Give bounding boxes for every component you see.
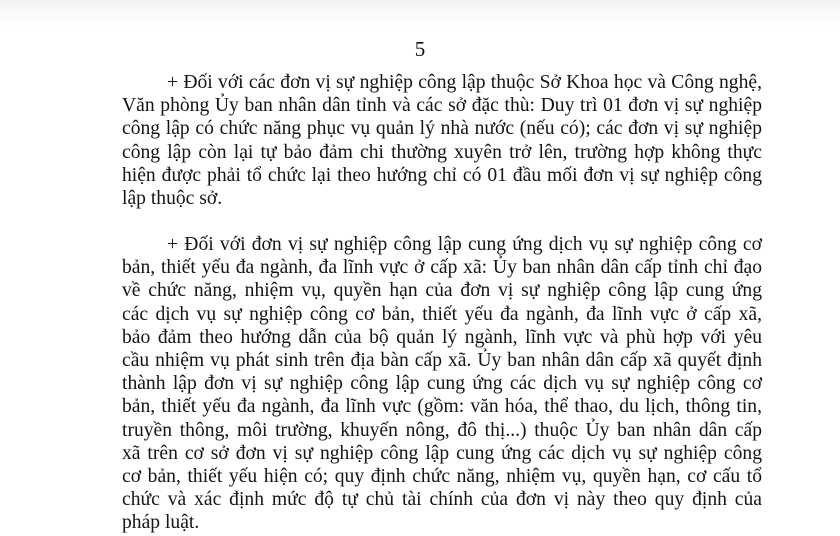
text-line: bản, thiết yếu đa ngành, đa lĩnh vực (gồm: văn hóa, thể thao, du lịch, thông tin, — [122, 396, 762, 418]
text-line: bản, thiết yếu đa ngành, đa lĩnh vực ở cấp xã: Ủy ban nhân dân cấp tỉnh chỉ đạo — [122, 257, 762, 279]
text-line: cầu nhiệm vụ phát sinh trên địa bàn cấp xã. Ủy ban nhân dân cấp xã quyết định — [122, 349, 762, 371]
text-line: công lập có chức năng phục vụ quản lý nhà nước (nếu có); các đơn vị sự nghiệp — [122, 118, 762, 140]
text-line: pháp luật. — [122, 512, 200, 534]
text-line: cơ bản, thiết yếu hiện có; quy định chức năng, nhiệm vụ, quyền hạn, cơ cấu tổ — [122, 465, 762, 487]
text-line: chức và xác định mức độ tự chủ tài chính của đơn vị này theo quy định của — [122, 489, 762, 511]
text-line: thành lập đơn vị sự nghiệp công lập cung ứng các dịch vụ sự nghiệp công cơ — [122, 373, 762, 395]
page-number: 5 — [414, 37, 426, 61]
text-line: truyền thông, môi trường, khuyến nông, đô thị...) thuộc Ủy ban nhân dân cấp — [122, 419, 762, 441]
text-line: các dịch vụ sự nghiệp công cơ bản, thiết yếu đa ngành, đa lĩnh vực ở cấp xã, — [122, 303, 762, 325]
paragraph-2 — [122, 233, 762, 534]
text-line: xã trên cơ sở đơn vị sự nghiệp công lập cung ứng các dịch vụ sự nghiệp công — [122, 442, 762, 464]
text-line: về chức năng, nhiệm vụ, quyền hạn của đơn vị sự nghiệp công lập cung ứng — [122, 280, 762, 302]
text-line: công lập còn lại tự bảo đảm chi thường xuyên trở lên, trường hợp không thực — [122, 141, 762, 163]
paragraph-1 — [122, 71, 762, 210]
text-line: lập thuộc sở. — [122, 187, 223, 209]
text-line: bảo đảm theo hướng dẫn của bộ quản lý ngành, lĩnh vực và phù hợp với yêu — [122, 326, 762, 348]
text-line: + Đối với các đơn vị sự nghiệp công lập thuộc Sở Khoa học và Công nghệ, — [167, 72, 762, 93]
text-line: + Đối với đơn vị sự nghiệp công lập cung ứng dịch vụ sự nghiệp công cơ — [167, 234, 762, 255]
text-line: Văn phòng Ủy ban nhân dân tỉnh và các sở đặc thù: Duy trì 01 đơn vị sự nghiệp — [122, 95, 762, 117]
text-line: hiện được phải tổ chức lại theo hướng chỉ có 01 đầu mối đơn vị sự nghiệp công — [122, 164, 762, 186]
